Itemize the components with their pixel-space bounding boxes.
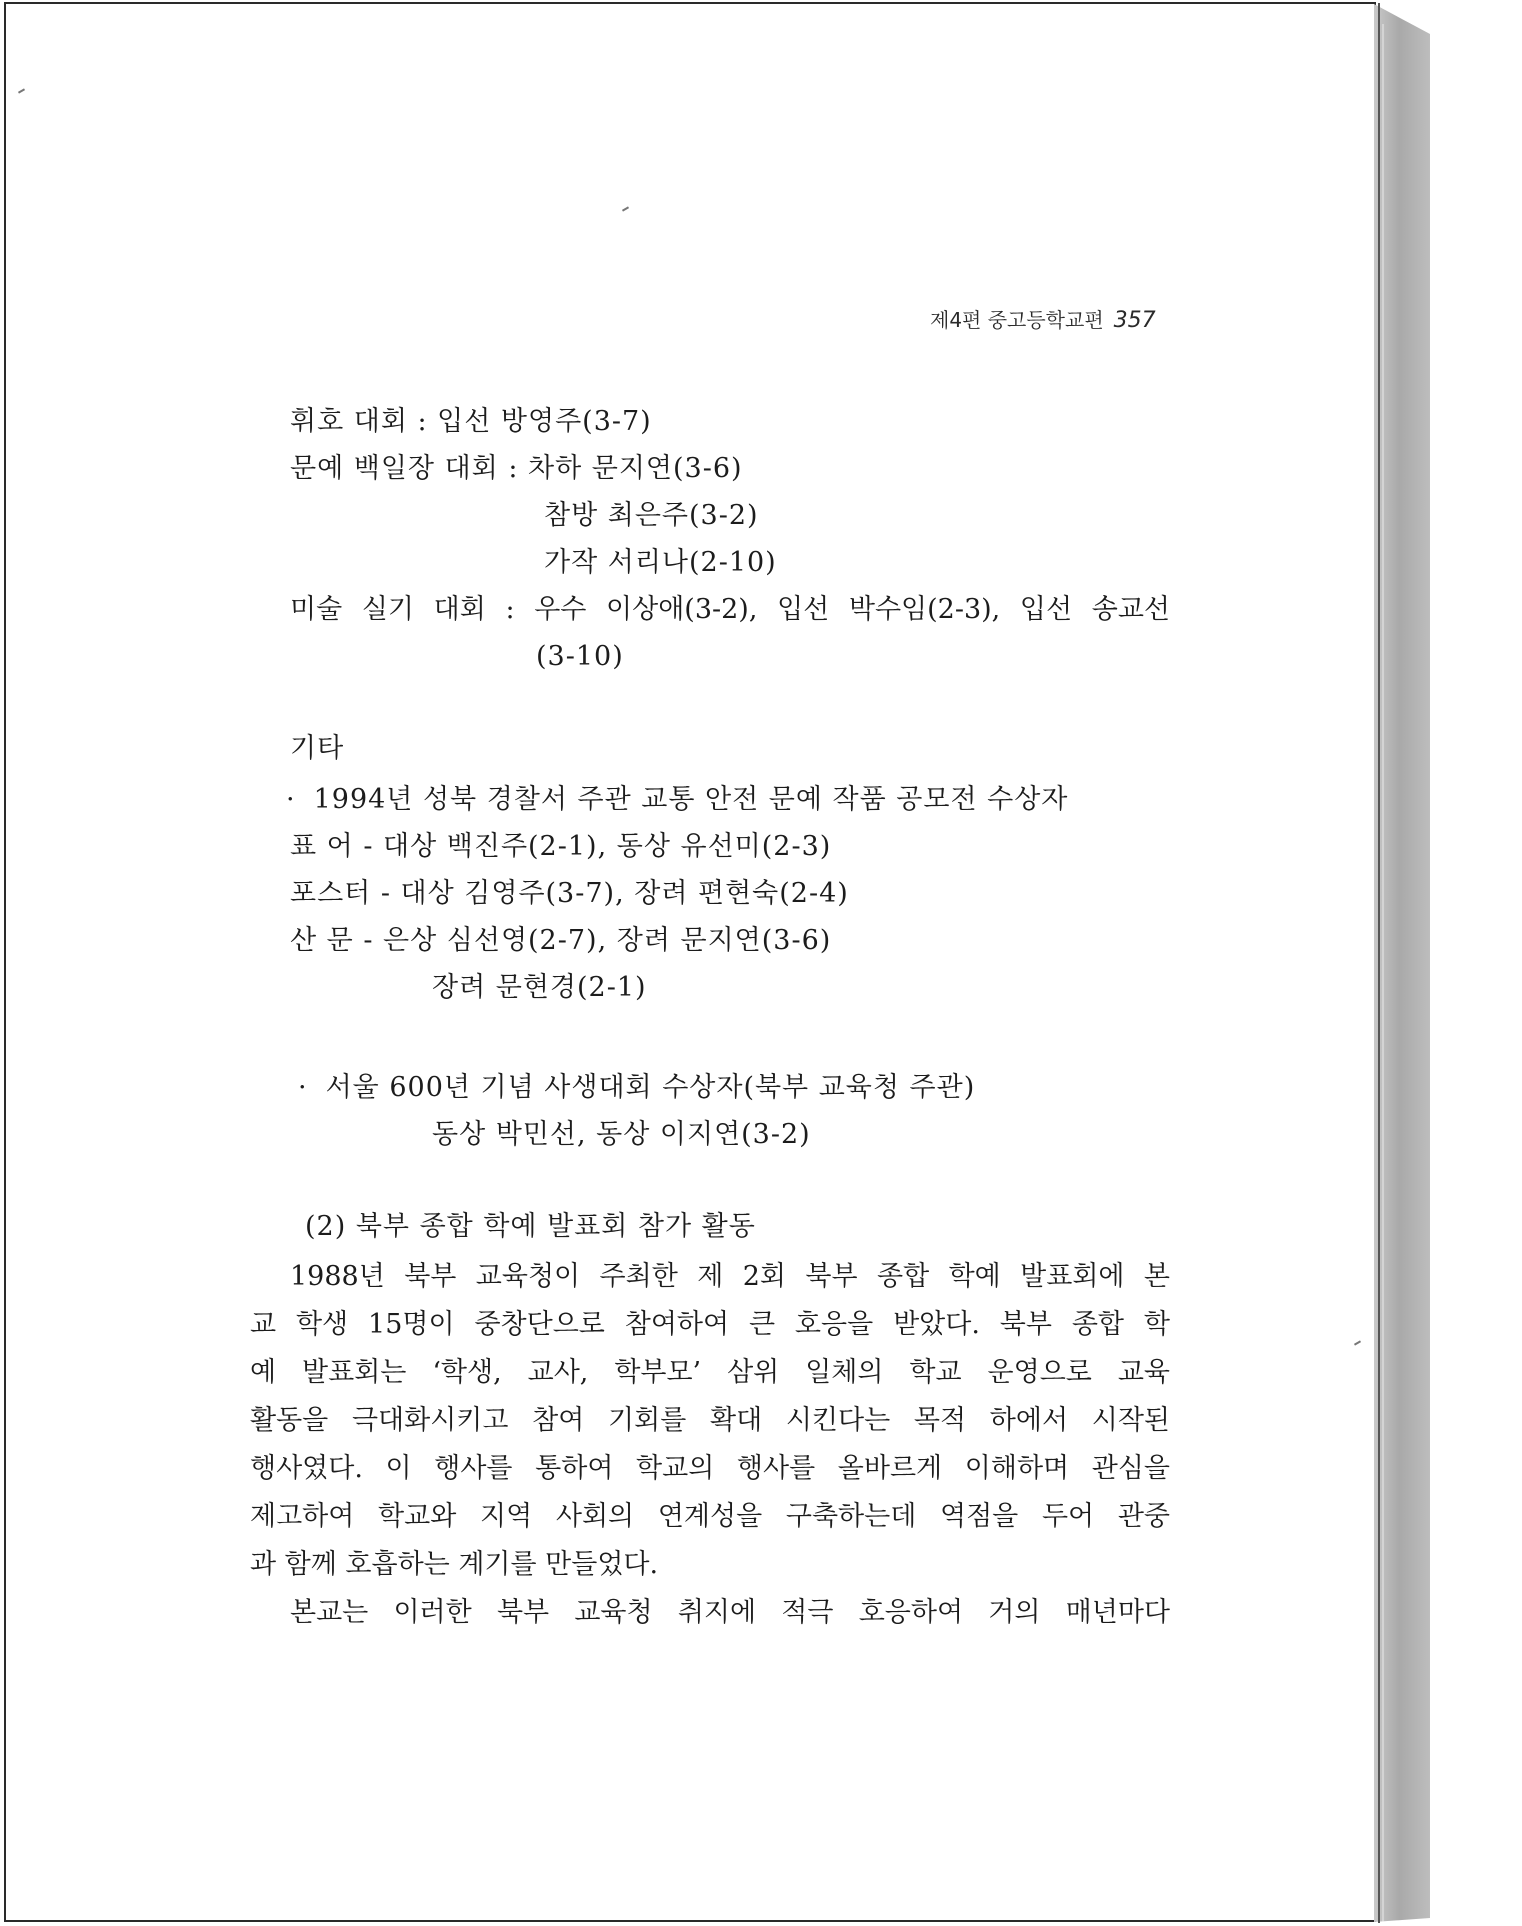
sub-item: 표 어 - 대상 백진주(2-1), 동상 유선미(2-3) <box>290 831 832 862</box>
bullet-text: 1994년 성북 경찰서 주관 교통 안전 문예 작품 공모전 수상자 <box>313 784 1069 815</box>
paragraph-line: 제고하여 학교와 지역 사회의 연계성을 구축하는데 역점을 두어 관중 <box>250 1501 1170 1532</box>
bullet-item <box>286 783 1068 817</box>
header-section-title: 제4편 중고등학교편 <box>930 308 1104 332</box>
award-line: 미술 실기 대회 : 우수 이상애(3-2), 입선 박수임(2-3), 입선 송교선 <box>290 594 1170 625</box>
paragraph-line: 행사였다. 이 행사를 통하여 학교의 행사를 올바르게 이해하며 관심을 <box>250 1453 1170 1484</box>
etc-heading: 기타 <box>290 733 345 764</box>
running-header <box>930 304 1156 333</box>
page-edge-line <box>1378 3 1380 1923</box>
award-line: 문예 백일장 대회 : 차하 문지연(3-6) <box>290 453 743 484</box>
sub-item: 장려 문현경(2-1) <box>432 972 647 1003</box>
award-line: 휘호 대회 : 입선 방영주(3-7) <box>290 406 652 437</box>
paragraph-line: 교 학생 15명이 중창단으로 참여하여 큰 호응을 받았다. 북부 종합 학 <box>250 1309 1170 1340</box>
bullet-marker: · <box>298 1072 308 1103</box>
sub-item: 산 문 - 은상 심선영(2-7), 장려 문지연(3-6) <box>290 925 832 956</box>
bullet-marker: · <box>286 784 296 815</box>
paragraph-line: 1988년 북부 교육청이 주최한 제 2회 북부 종합 학예 발표회에 본 <box>290 1261 1170 1292</box>
award-line: 참방 최은주(3-2) <box>544 500 759 531</box>
bullet-text: 서울 600년 기념 사생대회 수상자(북부 교육청 주관) <box>325 1072 976 1103</box>
paragraph-line: 과 함께 호흡하는 계기를 만들었다. <box>250 1549 659 1580</box>
page-sheet <box>4 2 1376 1922</box>
paragraph-line: 본교는 이러한 북부 교육청 취지에 적극 호응하여 거의 매년마다 <box>290 1597 1170 1628</box>
sub-item: 포스터 - 대상 김영주(3-7), 장려 편현숙(2-4) <box>290 878 849 909</box>
book-page-stack-edge <box>1374 4 1430 1922</box>
page-number: 357 <box>1113 308 1156 333</box>
section-heading: (2) 북부 종합 학예 발표회 참가 활동 <box>305 1211 756 1242</box>
sub-item: 동상 박민선, 동상 이지연(3-2) <box>432 1119 811 1150</box>
bullet-item <box>298 1071 975 1105</box>
award-line: 가작 서리나(2-10) <box>544 547 777 578</box>
award-line: (3-10) <box>536 641 624 672</box>
paragraph-line: 활동을 극대화시키고 참여 기회를 확대 시킨다는 목적 하에서 시작된 <box>250 1405 1170 1436</box>
paragraph-line: 예 발표회는 ‘학생, 교사, 학부모’ 삼위 일체의 학교 운영으로 교육 <box>250 1357 1170 1388</box>
